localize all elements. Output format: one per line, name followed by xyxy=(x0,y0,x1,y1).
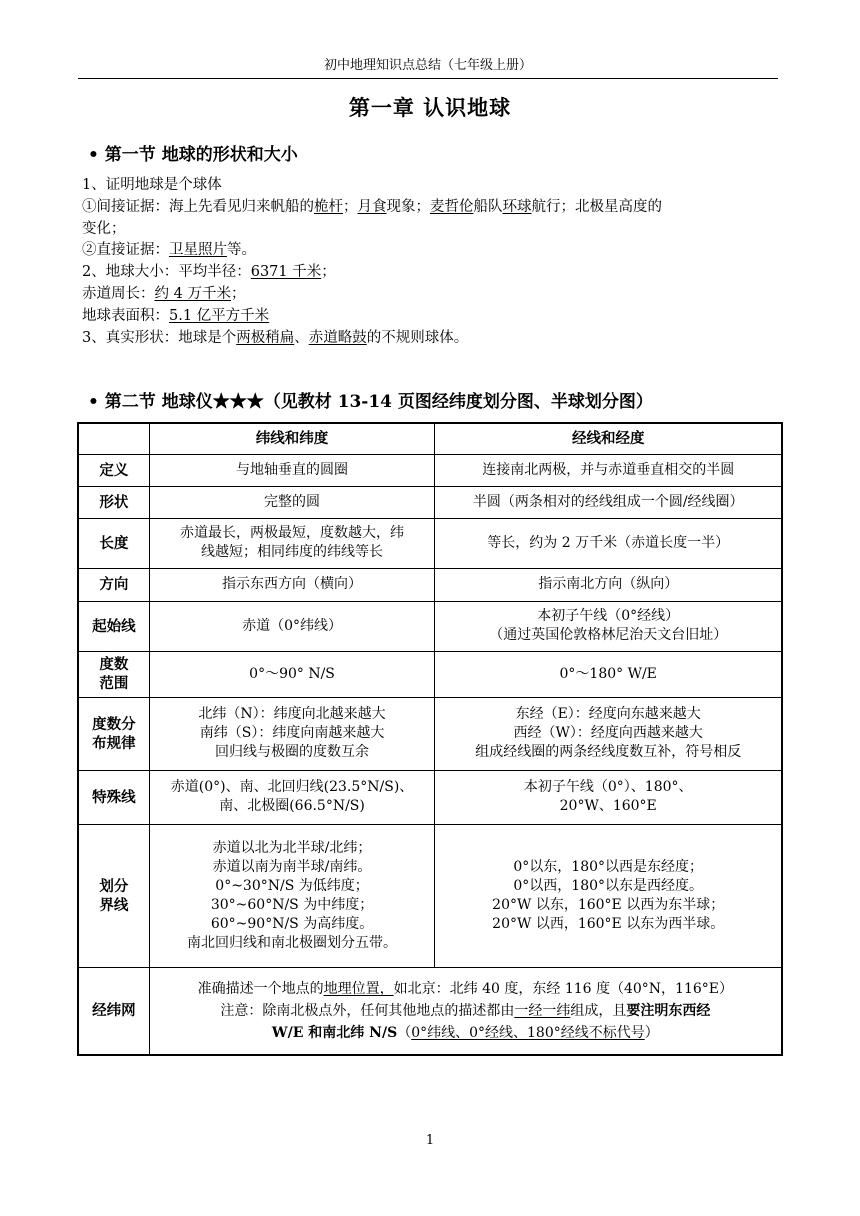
cell-line: 南北回归线和南北极圈划分五带。 xyxy=(187,934,398,951)
cell-line xyxy=(153,1000,778,1022)
latitude-cell: 0°～90° N/S xyxy=(149,651,435,697)
cell-line: 本初子午线（0°）、180°、 xyxy=(523,779,693,795)
row-header: 长度 xyxy=(78,518,149,568)
text: 准确描述一个地点的 xyxy=(197,980,324,997)
cell-line xyxy=(153,978,778,1000)
text: 地球表面积： xyxy=(82,307,169,324)
text: 注意：除南北极点外，任何其他地点的描述都由 xyxy=(220,1002,515,1019)
cell-line: 界线 xyxy=(99,896,129,914)
bold-text: W/E 和南北纬 N/S xyxy=(271,1024,398,1041)
underlined-term: 0°纬线、0°经线、180°经线不标代号 xyxy=(411,1024,645,1041)
table-row xyxy=(78,518,782,568)
row-header: 定义 xyxy=(78,454,149,486)
text: 变化； xyxy=(82,220,126,237)
underlined-term: 麦哲伦 xyxy=(430,198,474,215)
cell-line: 20°W 以东，160°E 以西为东半球； xyxy=(492,896,725,913)
body-line xyxy=(82,240,782,262)
table-corner-cell xyxy=(78,423,149,454)
section-2-title: • 第二节 地球仪★★★（见教材 13-14 页图经纬度划分图、半球划分图） xyxy=(88,392,653,412)
underlined-term: 约 4 万千米 xyxy=(154,285,231,302)
text: 等。 xyxy=(227,242,256,259)
cell-line: 范围 xyxy=(99,675,129,692)
body-line xyxy=(82,262,782,284)
table-row xyxy=(78,568,782,601)
text: 、 xyxy=(294,329,309,346)
text: （ xyxy=(397,1024,412,1041)
row-header xyxy=(78,824,149,967)
cell-line: 划分 xyxy=(99,877,129,895)
longitude-cell xyxy=(435,697,782,770)
body-line xyxy=(82,175,782,197)
cell-line: 线越短；相同纬度的纬线等长 xyxy=(201,544,384,560)
latitude-cell: 指示东西方向（横向） xyxy=(149,568,435,601)
body-line xyxy=(82,197,782,219)
table-row xyxy=(78,967,782,1055)
graticule-cell xyxy=(149,967,782,1055)
latitude-cell: 与地轴垂直的圆圈 xyxy=(149,454,435,486)
row-header: 起始线 xyxy=(78,601,149,651)
latitude-cell xyxy=(149,770,435,824)
row-header xyxy=(78,651,149,697)
text: 赤道周长： xyxy=(82,285,155,302)
text: 航行；北极星高度的 xyxy=(531,198,662,215)
body-line xyxy=(82,284,782,306)
table-row xyxy=(78,601,782,651)
cell-line: 布规律 xyxy=(92,734,136,752)
text: ②直接证据： xyxy=(82,242,169,259)
latitude-cell: 赤道（0°纬线） xyxy=(149,601,435,651)
longitude-cell xyxy=(435,770,782,824)
cell-line: 赤道最长，两极最短，度数越大，纬 xyxy=(180,525,405,541)
cell-line: 赤道以北为北半球/北纬； xyxy=(212,839,372,856)
cell-line: 西经（W）：经度向西越来越大 xyxy=(513,725,703,741)
row-header xyxy=(78,697,149,770)
longitude-cell: 等长，约为 2 万千米（赤道长度一半） xyxy=(435,518,782,568)
longitude-cell: 0°～180° W/E xyxy=(435,651,782,697)
globe-comparison-table xyxy=(77,422,783,1056)
latitude-cell xyxy=(149,697,435,770)
text: ； xyxy=(343,198,358,215)
underlined-term: 赤道略鼓 xyxy=(308,329,367,346)
text: ； xyxy=(321,264,336,281)
cell-line: 度数分 xyxy=(92,715,136,733)
row-header: 特殊线 xyxy=(78,770,149,824)
row-header: 方向 xyxy=(78,568,149,601)
text: 组成，且 xyxy=(570,1002,627,1019)
latitude-cell: 完整的圆 xyxy=(149,486,435,518)
cell-line: 回归线与极圈的度数互余 xyxy=(215,744,370,760)
body-line xyxy=(82,306,782,328)
table-row xyxy=(78,697,782,770)
underlined-term: 月食 xyxy=(357,198,387,215)
header-divider xyxy=(78,78,778,79)
table-header-row xyxy=(78,423,782,454)
running-header: 初中地理知识点总结（七年级上册） xyxy=(323,58,532,73)
longitude-cell xyxy=(435,824,782,967)
cell-line xyxy=(153,1022,778,1044)
underlined-term: 两极稍扁 xyxy=(236,329,295,346)
text: ； xyxy=(230,285,246,302)
text: ①间接证据：海上先看见归来帆船的 xyxy=(82,198,314,215)
latitude-cell xyxy=(149,824,435,967)
table-row xyxy=(78,486,782,518)
column-header-longitude: 经线和经度 xyxy=(435,423,782,454)
cell-line: 南、北极圈(66.5°N/S) xyxy=(219,798,365,814)
underlined-term: 桅杆 xyxy=(314,198,343,215)
table-row xyxy=(78,770,782,824)
text: 1、证明地球是个球体 xyxy=(82,177,222,193)
cell-line: 北纬（N）：纬度向北越来越大 xyxy=(198,706,386,722)
cell-line: 30°~60°N/S 为中纬度； xyxy=(210,896,374,913)
cell-line: 组成经线圈的两条经线度数互补，符号相反 xyxy=(475,744,742,760)
section-1-title: • 第一节 地球的形状和大小 xyxy=(88,145,298,165)
page-number: 1 xyxy=(425,1133,435,1148)
cell-line: 东经（E）：经度向东越来越大 xyxy=(515,706,701,722)
cell-line: 度数 xyxy=(99,656,129,673)
text: 3、真实形状：地球是个 xyxy=(82,329,237,346)
bold-text: 要注明东西经 xyxy=(626,1002,711,1019)
chapter-title: 第一章 认识地球 xyxy=(348,95,512,120)
text: 现象； xyxy=(386,198,430,215)
underlined-term: 卫星照片 xyxy=(169,242,227,259)
row-header: 形状 xyxy=(78,486,149,518)
underlined-term: 一经一纬 xyxy=(514,1002,571,1019)
cell-line: 60°~90°N/S 为高纬度。 xyxy=(210,915,374,932)
cell-line: （通过英国伦敦格林尼治天文台旧址） xyxy=(489,627,728,643)
text: 船队 xyxy=(473,198,503,215)
body-line xyxy=(82,219,782,241)
underlined-term: 6371 千米 xyxy=(250,264,322,281)
longitude-cell: 指示南北方向（纵向） xyxy=(435,568,782,601)
text: 2、地球大小：平均半径： xyxy=(82,264,251,281)
longitude-cell: 半圆（两条相对的经线组成一个圆/经线圈） xyxy=(435,486,782,518)
underlined-term: 环球 xyxy=(502,198,532,215)
longitude-cell: 连接南北两极，并与赤道垂直相交的半圆 xyxy=(435,454,782,486)
cell-line: 0°以西，180°以东是西经度。 xyxy=(513,877,704,894)
cell-line: 赤道以南为南半球/南纬。 xyxy=(212,858,372,875)
table-row xyxy=(78,824,782,967)
cell-line: 20°W、160°E xyxy=(559,798,657,814)
longitude-cell xyxy=(435,601,782,651)
cell-line: 本初子午线（0°经线） xyxy=(537,608,680,624)
text: 如北京：北纬 40 度，东经 116 度（40°N，116°E） xyxy=(393,980,733,997)
cell-line: 赤道(0°)、南、北回归线(23.5°N/S)、 xyxy=(170,779,414,795)
table-row xyxy=(78,651,782,697)
section-1-body xyxy=(82,175,782,349)
cell-line: 20°W 以西，160°E 以东为西半球。 xyxy=(492,915,725,932)
underlined-term: 地理位置， xyxy=(323,980,394,997)
text: 的不规则球体。 xyxy=(366,329,469,346)
row-header: 经纬网 xyxy=(78,967,149,1055)
cell-line: 0°~30°N/S 为低纬度； xyxy=(215,877,369,894)
column-header-latitude: 纬线和纬度 xyxy=(149,423,435,454)
body-line xyxy=(82,328,782,350)
cell-line: 0°以东，180°以西是东经度； xyxy=(513,858,704,875)
latitude-cell xyxy=(149,518,435,568)
cell-line: 南纬（S）：纬度向南越来越大 xyxy=(199,725,385,741)
text: ） xyxy=(644,1024,659,1041)
underlined-term: 5.1 亿平方千米 xyxy=(169,307,270,324)
table-row xyxy=(78,454,782,486)
